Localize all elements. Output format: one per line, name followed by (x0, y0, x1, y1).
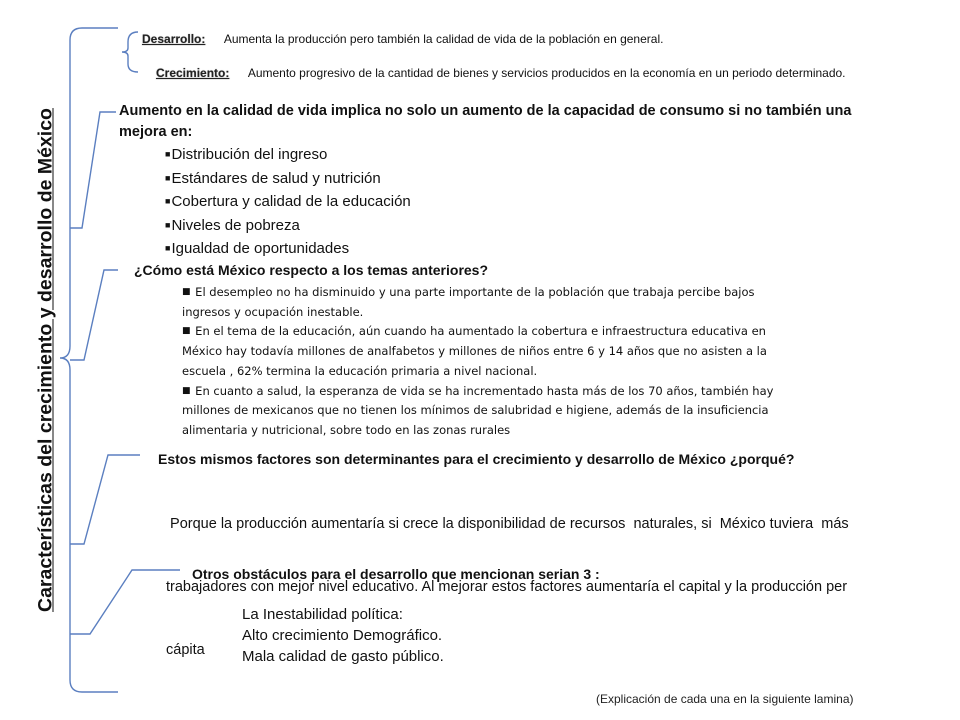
square-bullet-icon: ■ (182, 385, 191, 396)
square-bullet-icon: ■ (165, 172, 171, 183)
text-line: México hay todavía millones de analfabetos y millones de niños entre 6 y 14 años que no asisten a la (182, 344, 767, 359)
list-item: ■Estándares de salud y nutrición (165, 169, 381, 187)
text-line: millones de mexicanos que no tienen los mínimos de salubridad e higiene, además de la insuficiencia (182, 403, 769, 418)
crecimiento-term: Crecimiento: (156, 66, 230, 80)
list-item: ■Igualdad de oportunidades (165, 240, 350, 257)
square-bullet-icon: ■ (165, 243, 171, 253)
text-line: ■ En cuanto a salud, la esperanza de vida se ha incrementado hasta más de los 70 años, también hay (182, 383, 774, 398)
text-line: ■ El desempleo no ha disminuido y una parte importante de la población que trabaja percibe bajos (182, 285, 755, 299)
connector-section1 (70, 112, 116, 228)
text-line: ingresos y ocupación inestable. (182, 304, 364, 319)
section2-heading: ¿Cómo está México respecto a los temas anteriores? (134, 262, 489, 278)
section3-heading: Estos mismos factores son determinantes para el crecimiento y desarrollo de México ¿porqué? (158, 451, 795, 467)
definition-desarrollo (142, 30, 663, 48)
definition-crecimiento (156, 64, 846, 82)
square-bullet-icon: ■ (165, 149, 171, 159)
square-bullet-icon: ■ (165, 196, 171, 206)
list-item: Alto crecimiento Demográfico. (242, 627, 443, 644)
list-item: ■Cobertura y calidad de la educación (165, 193, 411, 210)
list-item: ■Distribución del ingreso (165, 146, 328, 163)
text-line: cápita (166, 642, 205, 658)
text-line: trabajadores con mejor nivel educativo. Al mejorar estos factores aumentaría el capital y la producción per (166, 579, 848, 595)
section4-list (242, 604, 444, 667)
crecimiento-text: Aumento progresivo de la cantidad de bienes y servicios producidos en la economía en un periodo determinado. (247, 66, 846, 80)
section2-text (182, 283, 773, 441)
definitions-brace (122, 32, 138, 72)
text-line: ■ En el tema de la educación, aún cuando ha aumentado la cobertura e infraestructura educativa en (182, 324, 766, 339)
section1-heading-line1: Aumento en la calidad de vida implica no solo un aumento de la capacidad de consumo si no también una (119, 103, 852, 119)
footnote: (Explicación de cada una en la siguiente lamina) (596, 692, 854, 706)
section1-heading-line2: mejora en: (119, 124, 193, 140)
square-bullet-icon: ■ (182, 326, 191, 337)
square-bullet-icon: ■ (182, 287, 191, 297)
text-line: alimentaria y nutricional, sobre todo en las zonas rurales (182, 422, 511, 437)
desarrollo-term: Desarrollo: (142, 32, 206, 46)
section4-heading: Otros obstáculos para el desarrollo que mencionan serian 3 : (192, 566, 600, 582)
desarrollo-text: Aumenta la producción pero también la calidad de vida de la población en general. (223, 32, 664, 46)
text-line: Porque la producción aumentaría si crece la disponibilidad de recursos naturales, si México tuviera más (166, 516, 849, 532)
main-brace (60, 28, 118, 692)
square-bullet-icon: ■ (165, 219, 171, 230)
list-item: Mala calidad de gasto público. (242, 648, 444, 665)
connector-section2 (70, 270, 118, 360)
connector-section3 (70, 455, 140, 544)
section1-list (165, 143, 411, 261)
text-line: escuela , 62% termina la educación primaria a nivel nacional. (182, 363, 538, 378)
list-item: La Inestabilidad política: (242, 606, 403, 623)
section1-heading (119, 101, 851, 143)
connector-section4 (70, 570, 180, 634)
list-item: ■Niveles de pobreza (165, 216, 300, 234)
vertical-title: Características del crecimiento y desarrollo de México (34, 108, 57, 612)
